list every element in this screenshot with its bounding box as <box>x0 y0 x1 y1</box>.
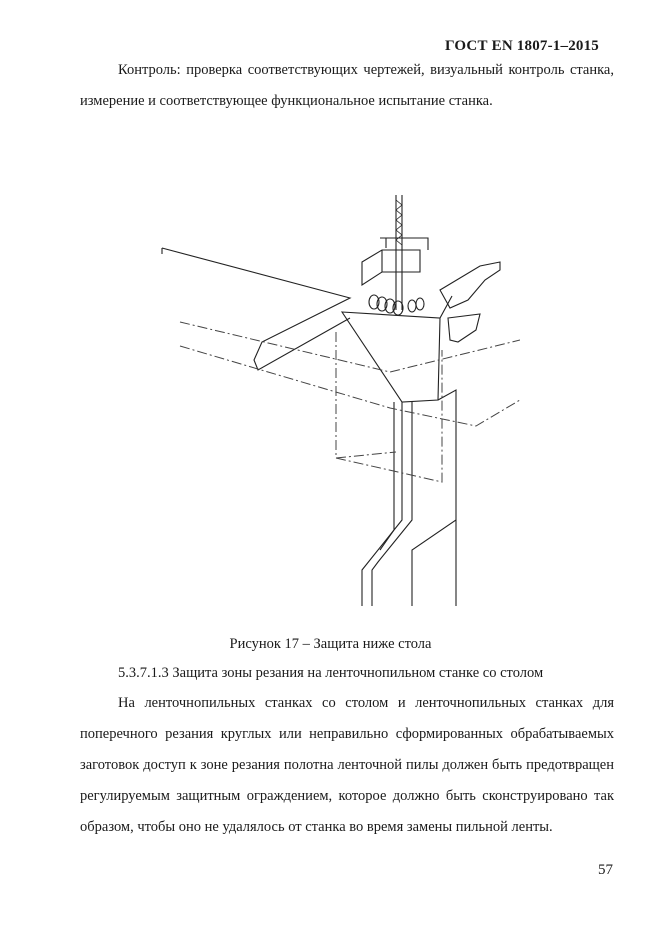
blade-guide-block <box>362 238 428 285</box>
lower-guard-dashed-4 <box>336 452 396 458</box>
blade-column <box>362 402 412 606</box>
intro-text: Контроль: проверка соответствующих чертежей, визуальный контроль станка, измерение и соответствующее функциональное испытание станка. <box>80 62 614 109</box>
table-top-outline <box>162 248 350 370</box>
lower-guard-dashed-1 <box>180 322 520 372</box>
bracket-lower <box>448 314 480 342</box>
guard-cover <box>342 296 452 402</box>
figure-17-drawing <box>150 190 520 610</box>
figure-caption: Рисунок 17 – Защита ниже стола <box>229 636 432 652</box>
column-right <box>412 390 456 606</box>
intro-paragraph <box>80 55 614 117</box>
page-number: 57 <box>598 862 613 878</box>
standard-header: ГОСТ EN 1807-1–2015 <box>445 38 599 54</box>
body-paragraph <box>80 688 614 843</box>
body-text: На ленточнопильных станках со столом и ленточнопильных станках для поперечного резания круглых или неправильно сформированных обрабатываемых заготовок доступ к зоне резания полотна ленточной пилы должен быть предотвращен регулируемым защитным ограждением, которое должно быть сконструировано так образом, чтобы оно не удалялось от станка во время замены пильной ленты. <box>80 695 614 835</box>
lower-guard-dashed-3 <box>336 332 442 482</box>
guard-below-table-diagram <box>150 190 520 610</box>
clause-heading: 5.3.7.1.3 Защита зоны резания на ленточнопильном станке со столом <box>118 665 544 681</box>
lower-guard-dashed-2 <box>180 346 520 426</box>
column-face <box>380 402 394 550</box>
